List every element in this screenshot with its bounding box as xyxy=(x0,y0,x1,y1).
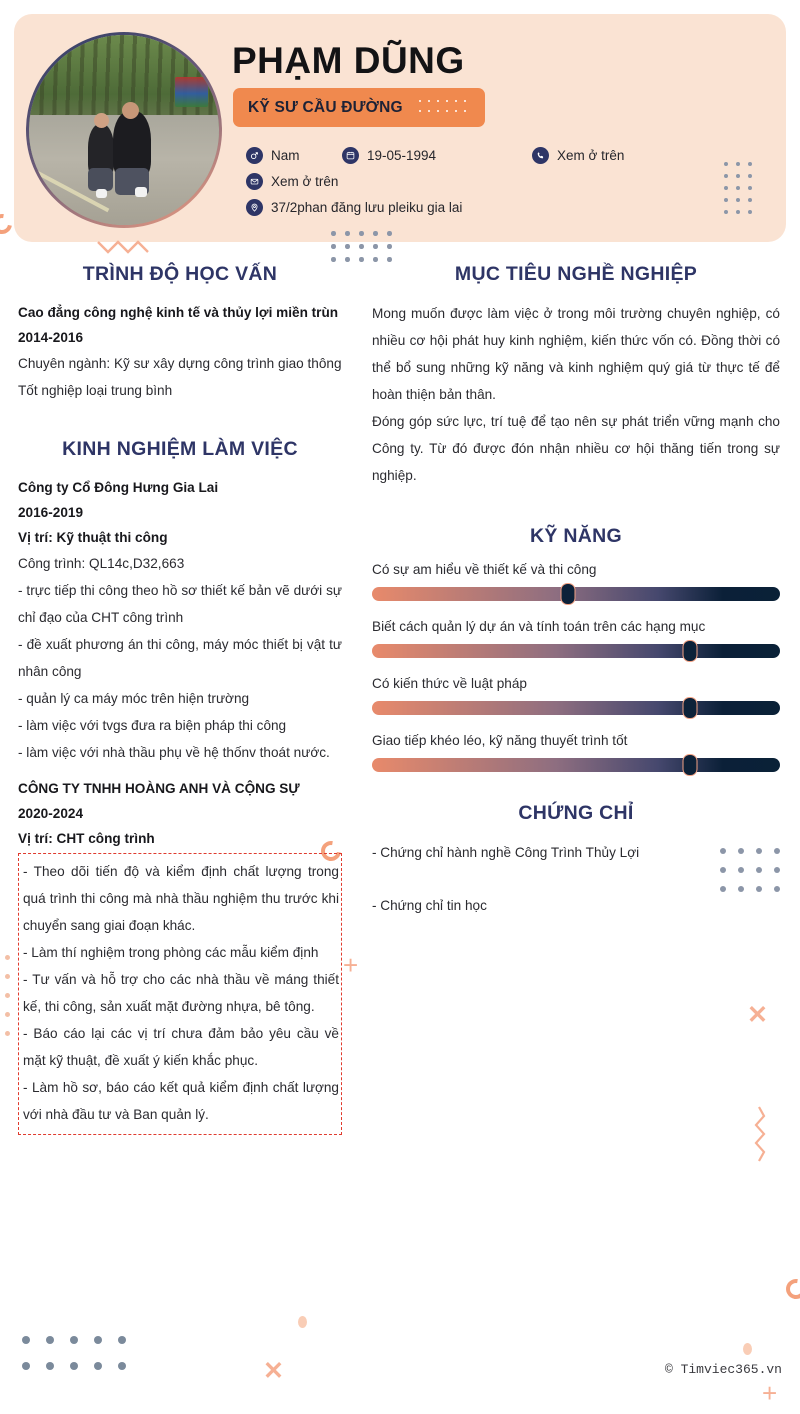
skill-bar-track xyxy=(372,587,780,601)
location-pin-icon xyxy=(246,199,263,216)
badge-dot-grid xyxy=(419,100,470,116)
gender-icon xyxy=(246,147,263,164)
education-result: Tốt nghiệp loại trung bình xyxy=(18,383,173,398)
skill-bar-track xyxy=(372,644,780,658)
job-duties-highlight-box xyxy=(18,853,342,1135)
job-company: Công ty Cổ Đông Hưng Gia Lai xyxy=(18,480,219,495)
certificate-item: - Chứng chỉ hành nghề Công Trình Thủy Lợi xyxy=(372,845,640,860)
skill-slider[interactable] xyxy=(372,587,780,601)
email-icon xyxy=(246,173,263,190)
experience-job-1 xyxy=(18,475,342,766)
job-duty: - Tư vấn và hỗ trợ cho các nhà thầu về máng thiết kế, thi công, sản xuất mặt đường nhựa, bê tông. xyxy=(23,972,339,1014)
skill-slider-knob[interactable] xyxy=(683,640,698,662)
contact-info xyxy=(246,147,706,225)
skill-slider-knob[interactable] xyxy=(683,697,698,719)
plus-decoration-footer: + xyxy=(762,1378,778,1408)
skill-label: Biết cách quản lý dự án và tính toán trên các hạng mục xyxy=(372,619,706,634)
skills-heading: KỸ NĂNG xyxy=(529,525,623,547)
job-duty: - Báo cáo lại các vị trí chưa đảm bảo yêu cầu về mặt kỹ thuật, đề xuất ý kiến khắc phục. xyxy=(23,1026,339,1068)
job-years: 2016-2019 xyxy=(18,505,84,520)
page-title: PHẠM DŨNG xyxy=(232,40,465,81)
avatar-photo xyxy=(29,35,219,225)
skill-slider-knob[interactable] xyxy=(683,754,698,776)
job-position: Vị trí: CHT công trình xyxy=(18,831,155,846)
job-duty: - Làm thí nghiệm trong phòng các mẫu kiểm định xyxy=(23,945,319,960)
objective-paragraph: Mong muốn được làm việc ở trong môi trường chuyên nghiệp, có nhiều cơ hội phát huy kinh nghiệm, kiến thức vốn có. Đồng thời có thể bổ sung những kỹ năng và kinh nghiệm quý giá từ thực tế để hoàn thiện bản thân. xyxy=(372,306,780,402)
phone-icon xyxy=(532,147,549,164)
job-title-label: KỸ SƯ CẦU ĐƯỜNG xyxy=(248,98,403,116)
calendar-icon xyxy=(342,147,359,164)
skill-label: Có kiến thức về luật pháp xyxy=(372,676,527,691)
contact-gender xyxy=(246,147,342,164)
objective-heading: MỤC TIÊU NGHỀ NGHIỆP xyxy=(454,263,698,285)
plus-decoration-left: + xyxy=(343,950,359,980)
zigzag-decoration-vertical xyxy=(750,1105,768,1177)
skill-slider[interactable] xyxy=(372,758,780,772)
contact-phone-value: Xem ở trên xyxy=(557,148,625,163)
contact-phone xyxy=(532,147,624,164)
header-card xyxy=(14,14,786,242)
certificates-heading: CHỨNG CHỈ xyxy=(518,802,634,824)
experience-job-2 xyxy=(18,776,342,1135)
header-dot-grid xyxy=(724,162,760,222)
job-duty: - Theo dõi tiến độ và kiểm định chất lượng trong quá trình thi công mà nhà thầu nghiệm thu trước khi chuyển sang giai đoạn khác. xyxy=(23,864,339,933)
job-title-badge xyxy=(233,88,485,127)
education-heading: TRÌNH ĐỘ HỌC VẤN xyxy=(82,263,278,285)
job-position: Vị trí: Kỹ thuật thi công xyxy=(18,530,168,545)
skill-label: Giao tiếp khéo léo, kỹ năng thuyết trình tốt xyxy=(372,733,628,748)
job-duty: - Làm hồ sơ, báo cáo kết quả kiểm định chất lượng với nhà đầu tư và Ban quản lý. xyxy=(23,1080,339,1122)
skill-slider[interactable] xyxy=(372,644,780,658)
skill-bar-track xyxy=(372,701,780,715)
contact-address-value: 37/2phan đăng lưu pleiku gia lai xyxy=(271,200,463,215)
skill-item xyxy=(372,619,780,658)
contact-dob xyxy=(342,147,532,164)
contact-email-value: Xem ở trên xyxy=(271,174,339,189)
job-duty: - quản lý ca máy móc trên hiện trường xyxy=(18,691,250,706)
skill-item xyxy=(372,733,780,772)
job-duty: - làm việc với nhà thầu phụ về hệ thốnv thoát nước. xyxy=(18,745,330,760)
contact-gender-value: Nam xyxy=(271,148,300,163)
education-school: Cao đẳng công nghệ kinh tế và thủy lợi miền trùn xyxy=(18,305,339,320)
education-years: 2014-2016 xyxy=(18,330,84,345)
job-duty: - làm việc với tvgs đưa ra biện pháp thi công xyxy=(18,718,287,733)
right-column xyxy=(372,263,780,945)
skill-item xyxy=(372,562,780,601)
left-column xyxy=(18,263,342,1135)
x-decoration-footer: ✕ xyxy=(263,1357,284,1385)
contact-dob-value: 19-05-1994 xyxy=(367,148,437,163)
footer-credit: © Timviec365.vn xyxy=(664,1362,782,1377)
education-major: Chuyên ngành: Kỹ sư xây dựng công trình giao thông xyxy=(18,356,342,371)
x-decoration-right: ✕ xyxy=(747,1001,768,1029)
avatar xyxy=(26,32,222,228)
certificate-item: - Chứng chỉ tin học xyxy=(372,898,487,913)
job-project: Công trình: QL14c,D32,663 xyxy=(18,556,185,571)
blob-decoration-two xyxy=(743,1343,752,1355)
footer-dot-grid xyxy=(22,1336,142,1388)
job-duty: - đề xuất phương án thi công, máy móc thiết bị vật tư nhân công xyxy=(18,637,342,679)
job-years: 2020-2024 xyxy=(18,806,84,821)
experience-heading: KINH NGHIỆM LÀM VIỆC xyxy=(62,438,298,460)
skill-item xyxy=(372,676,780,715)
left-edge-dot-column xyxy=(5,955,10,1050)
contact-address xyxy=(246,199,462,216)
objective-paragraph: Đóng góp sức lực, trí tuệ để tạo nên sự phát triển vững mạnh cho Công ty. Từ đó được đón nhận nhiều cơ hội thăng tiến trong sự nghiệp. xyxy=(372,414,780,483)
skill-slider-knob[interactable] xyxy=(560,583,575,605)
job-company: CÔNG TY TNHH HOÀNG ANH VÀ CỘNG SỰ xyxy=(18,781,300,796)
contact-email xyxy=(246,173,338,190)
skill-bar-track xyxy=(372,758,780,772)
skill-label: Có sự am hiểu về thiết kế và thi công xyxy=(372,562,597,577)
job-duty: - trực tiếp thi công theo hồ sơ thiết kế bản vẽ dưới sự chỉ đạo của CHT công trình xyxy=(18,583,342,625)
blob-decoration-one xyxy=(298,1316,307,1328)
skill-slider[interactable] xyxy=(372,701,780,715)
ring-decoration-footer xyxy=(782,1275,800,1303)
zigzag-decoration-horizontal xyxy=(96,238,166,256)
